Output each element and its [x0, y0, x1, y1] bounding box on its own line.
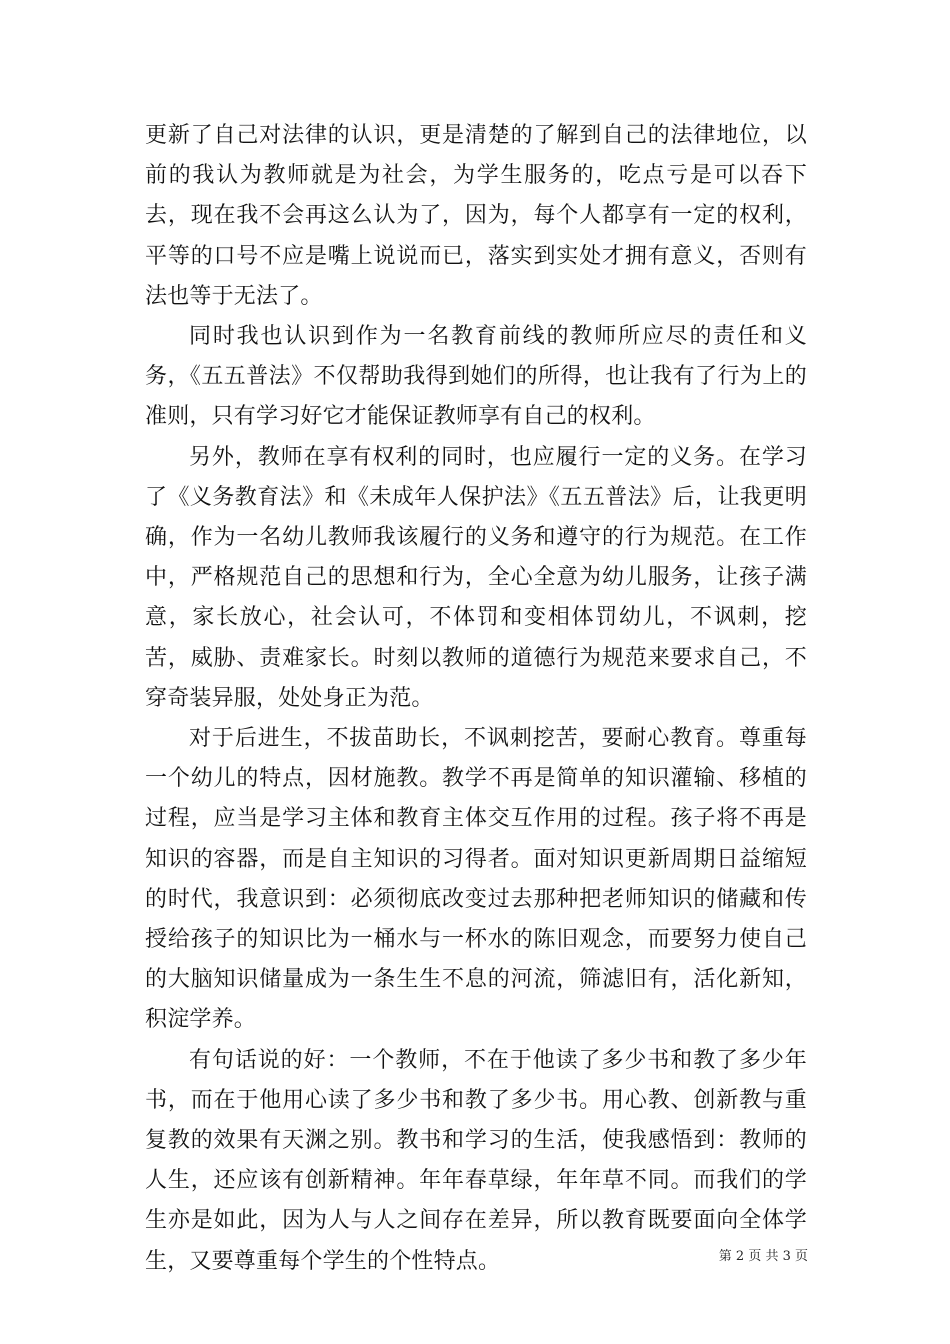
paragraph-obligations: 另外，教师在享有权利的同时，也应履行一定的义务。在学习了《义务教育法》和《未成年人保护法》《五五普法》后，让我更明确，作为一名幼儿教师我该履行的义务和遵守的行为规范。在工作中，严格规范自己的思想和行为，全心全意为幼儿服务，让孩子满意，家长放心，社会认可，不体罚和变相体罚幼儿，不讽刺，挖苦，威胁、责难家长。时刻以教师的道德行为规范来要求自己，不穿奇装异服，处处身正为范。 — [145, 444, 807, 711]
page-number-footer: 第 2 页 共 3 页 — [718, 1249, 808, 1264]
paragraph-continuation: 更新了自己对法律的认识，更是清楚的了解到自己的法律地位，以前的我认为教师就是为社会，为学生服务的，吃点亏是可以吞下去，现在我不会再这么认为了，因为，每个人都享有一定的权利，平等的口号不应是嘴上说说而已，落实到实处才拥有意义，否则有法也等于无法了。 — [145, 123, 807, 309]
document-body — [145, 116, 807, 1282]
paragraph-underachievers: 对于后进生，不拔苗助长，不讽刺挖苦，要耐心教育。尊重每一个幼儿的特点，因材施教。教学不再是简单的知识灌输、移植的过程，应当是学习主体和教育主体交互作用的过程。孩子将不再是知识的容器，而是自主知识的习得者。面对知识更新周期日益缩短的时代，我意识到：必须彻底改变过去那种把老师知识的储藏和传授给孩子的知识比为一桶水与一杯水的陈旧观念，而要努力使自己的大脑知识储量成为一条生生不息的河流，筛滤旧有，活化新知，积淀学养。 — [145, 726, 807, 1033]
paragraph-innovation: 有句话说的好：一个教师，不在于他读了多少书和教了多少年书，而在于他用心读了多少书和教了多少书。用心教、创新教与重复教的效果有天渊之别。教书和学习的生活，使我感悟到：教师的人生，还应该有创新精神。年年春草绿，年年草不同。而我们的学生亦是如此，因为人与人之间存在差异，所以教育既要面向全体学生，又要尊重每个学生的个性特点。 — [145, 1047, 807, 1274]
paragraph-responsibility: 同时我也认识到作为一名教育前线的教师所应尽的责任和义务，《五五普法》不仅帮助我得到她们的所得，也让我有了行为上的准则，只有学习好它才能保证教师享有自己的权利。 — [145, 324, 807, 430]
